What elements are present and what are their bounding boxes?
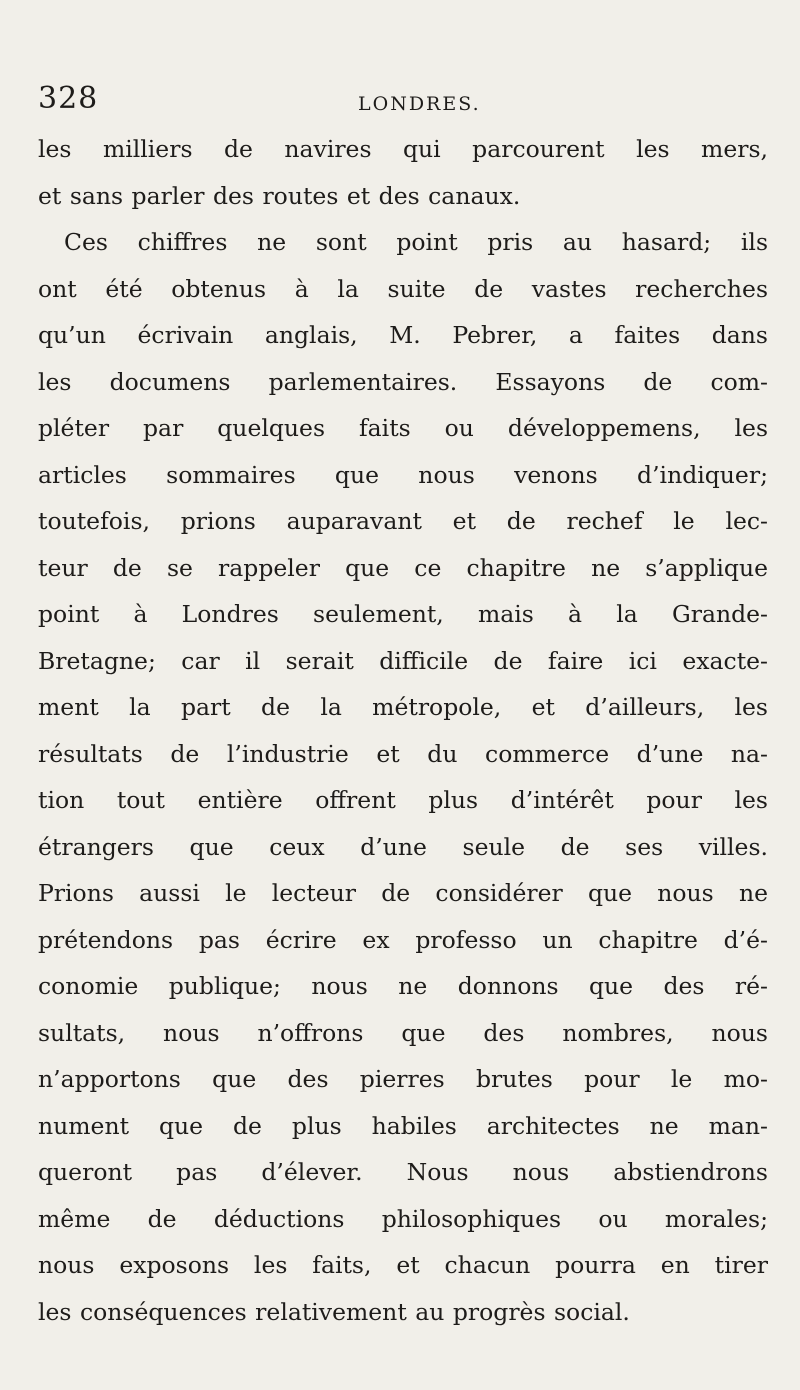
text-line: les milliers de navires qui parcourent les mers, <box>38 135 768 163</box>
text-line: n’apportons que des pierres brutes pour le mo- <box>38 1065 768 1093</box>
text-line: Ces chiffres ne sont point pris au hasard; ils <box>64 228 768 256</box>
text-line: prétendons pas écrire ex professo un chapitre d’é- <box>38 925 768 954</box>
page-header <box>38 81 768 124</box>
text-line: Prions aussi le lecteur de considérer que nous ne <box>38 879 768 907</box>
text-line: les conséquences relativement au progrès social. <box>38 1297 630 1326</box>
text-line: même de déductions philosophiques ou morales; <box>38 1204 768 1233</box>
text-line: toutefois, prions auparavant et de rechef le lec- <box>38 507 768 535</box>
text-line: tion tout entière offrent plus d’intérêt pour les <box>38 786 768 814</box>
text-line: ment la part de la métropole, et d’ailleurs, les <box>38 693 768 721</box>
text-line: queront pas d’élever. Nous nous abstiendrons <box>38 1158 768 1186</box>
text-line: teur de se rappeler que ce chapitre ne s’applique <box>38 553 768 582</box>
text-line: conomie publique; nous ne donnons que des ré- <box>38 972 768 1000</box>
text-line: ont été obtenus à la suite de vastes recherches <box>38 274 768 303</box>
text-line: qu’un écrivain anglais, M. Pebrer, a faites dans <box>38 321 768 349</box>
text-line: articles sommaires que nous venons d’indiquer; <box>38 460 768 489</box>
text-line: point à Londres seulement, mais à la Grande- <box>38 600 768 628</box>
text-line: nous exposons les faits, et chacun pourra en tirer <box>38 1251 768 1279</box>
page-number: 328 <box>38 81 99 116</box>
text-line: nument que de plus habiles architectes ne man- <box>38 1111 768 1140</box>
text-line: Bretagne; car il serait difficile de faire ici exacte- <box>38 646 768 675</box>
body-text <box>38 126 768 1335</box>
text-line: et sans parler des routes et des canaux. <box>38 181 521 210</box>
text-line: les documens parlementaires. Essayons de com- <box>38 367 768 396</box>
running-title: LONDRES. <box>358 93 481 115</box>
text-line: résultats de l’industrie et du commerce d’une na- <box>38 739 768 768</box>
text-line: pléter par quelques faits ou développemens, les <box>38 414 768 442</box>
text-line: étrangers que ceux d’une seule de ses villes. <box>38 832 768 861</box>
text-line: sultats, nous n’offrons que des nombres, nous <box>38 1018 768 1047</box>
